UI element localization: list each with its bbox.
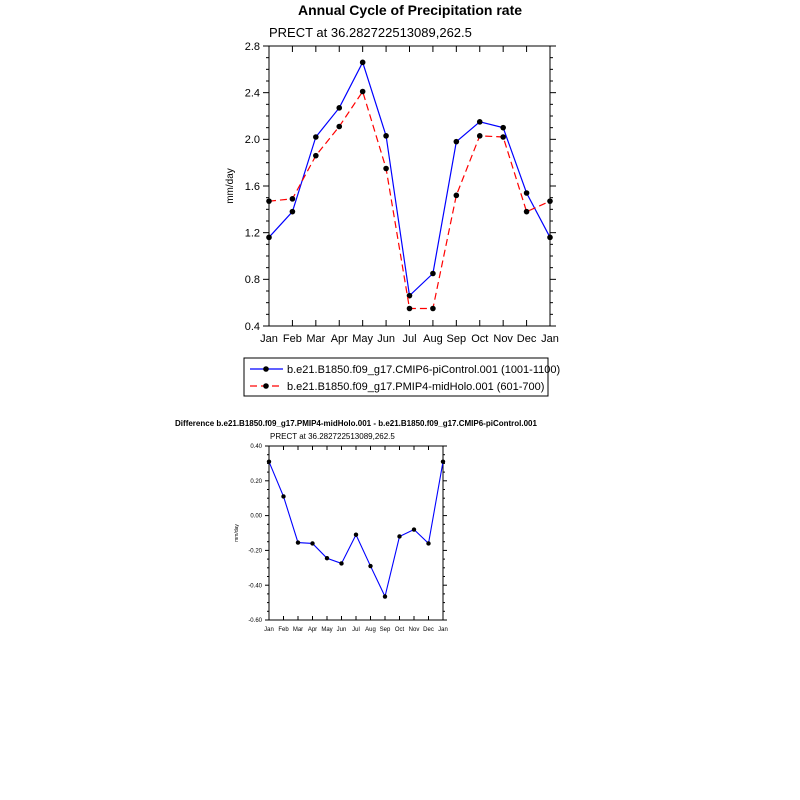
series-line-1: [269, 462, 443, 597]
series-2-point: [266, 198, 272, 204]
x-tick-label: Sep: [446, 333, 467, 345]
legend-label-1: b.e21.B1850.f09_g17.CMIP6-piControl.001 (1001-1100): [287, 364, 561, 376]
series-1-point: [267, 459, 271, 463]
series-1-point: [336, 105, 342, 111]
series-1-point: [339, 561, 343, 565]
x-tick-label: Sep: [379, 627, 391, 633]
series-2-point: [547, 198, 553, 204]
series-1-point: [383, 133, 389, 139]
series-1-point: [412, 527, 416, 531]
series-1-point: [397, 534, 401, 538]
x-tick-label: Aug: [423, 333, 443, 345]
difference-chart: [175, 419, 537, 633]
annual-cycle-chart: [225, 2, 559, 345]
difference-y-axis-label: mm/day: [234, 524, 240, 542]
difference-chart-title: Difference b.e21.B1850.f09_g17.PMIP4-midHolo.001 - b.e21.B1850.f09_g17.CMIP6-piControl.001: [175, 419, 537, 428]
series-2-point: [477, 133, 483, 139]
legend-marker-1: [263, 366, 269, 372]
series-1-point: [325, 556, 329, 560]
x-tick-label: Dec: [423, 627, 434, 633]
y-tick-label: 0.8: [244, 274, 260, 287]
x-tick-label: Dec: [516, 333, 537, 345]
series-line-1: [269, 62, 550, 295]
y-tick-label: -0.20: [248, 548, 262, 555]
x-tick-label: Oct: [471, 333, 489, 345]
series-2-point: [500, 134, 506, 140]
y-tick-label: -0.60: [248, 618, 262, 625]
x-tick-label: Oct: [394, 627, 405, 633]
series-2-point: [336, 124, 342, 130]
x-tick-label: Jan: [438, 627, 448, 633]
y-axis-label: mm/day: [225, 168, 236, 204]
y-tick-label: 2.8: [244, 40, 260, 53]
series-2-point: [313, 153, 319, 159]
y-tick-label: 2.4: [244, 87, 260, 100]
x-tick-label: Feb: [278, 627, 289, 633]
x-tick-label: Mar: [292, 627, 304, 633]
series-1-point: [290, 209, 296, 215]
x-tick-label: Jan: [264, 627, 274, 633]
series-2-point: [524, 209, 530, 215]
series-1-point: [354, 533, 358, 537]
x-tick-label: Jul: [352, 627, 360, 633]
series-1-point: [368, 564, 372, 568]
series-1-point: [500, 125, 506, 131]
legend: [244, 358, 560, 396]
x-tick-label: Mar: [306, 333, 326, 345]
x-tick-label: Jun: [377, 333, 395, 345]
x-tick-label: Nov: [408, 627, 420, 633]
series-1-point: [281, 494, 285, 498]
x-tick-label: Apr: [307, 627, 318, 633]
series-1-point: [296, 540, 300, 544]
series-2-point: [430, 306, 436, 312]
x-tick-label: Apr: [330, 333, 348, 345]
x-tick-label: May: [321, 627, 333, 633]
legend-label-2: b.e21.B1850.f09_g17.PMIP4-midHolo.001 (601-700): [287, 381, 545, 393]
series-1-point: [310, 541, 314, 545]
y-tick-label: -0.40: [248, 583, 262, 590]
y-tick-label: 0.40: [250, 444, 262, 451]
legend-marker-2: [263, 383, 269, 389]
series-1-point: [477, 119, 483, 125]
x-tick-label: Jul: [402, 333, 417, 345]
difference-plot-area: [248, 444, 448, 633]
series-1-point: [360, 60, 366, 66]
series-2-point: [290, 196, 296, 202]
main-plot-area: [245, 41, 559, 345]
y-tick-label: 1.6: [244, 180, 260, 193]
series-1-point: [313, 134, 319, 140]
series-1-point: [426, 541, 430, 545]
series-1-point: [383, 594, 387, 598]
x-tick-label: Jan: [260, 333, 278, 345]
series-1-point: [266, 235, 272, 241]
x-tick-label: Nov: [493, 333, 513, 345]
chart-title: Annual Cycle of Precipitation rate: [297, 2, 523, 18]
x-tick-label: May: [352, 333, 374, 345]
series-line-2: [269, 92, 550, 309]
x-tick-label: Jun: [336, 627, 347, 633]
series-1-point: [430, 271, 436, 277]
x-tick-label: Jan: [541, 333, 559, 345]
y-tick-label: 0.20: [250, 478, 262, 485]
series-2-point: [383, 166, 389, 172]
chart-subtitle: PRECT at 36.282722513089,262.5: [269, 25, 472, 40]
x-tick-label: Feb: [282, 333, 302, 345]
series-1-point: [454, 139, 460, 145]
plot-frame: [269, 46, 550, 326]
series-2-point: [454, 193, 460, 199]
y-tick-label: 0.4: [244, 320, 260, 333]
y-tick-label: 0.00: [250, 513, 262, 520]
series-1-point: [547, 235, 553, 241]
y-tick-label: 2.0: [244, 134, 260, 147]
series-2-point: [360, 89, 366, 95]
series-2-point: [407, 306, 413, 312]
y-tick-label: 1.2: [244, 227, 260, 240]
series-1-point: [441, 459, 445, 463]
difference-chart-subtitle: PRECT at 36.282722513089,262.5: [270, 432, 395, 441]
x-tick-label: Aug: [365, 627, 376, 633]
series-1-point: [524, 190, 530, 196]
